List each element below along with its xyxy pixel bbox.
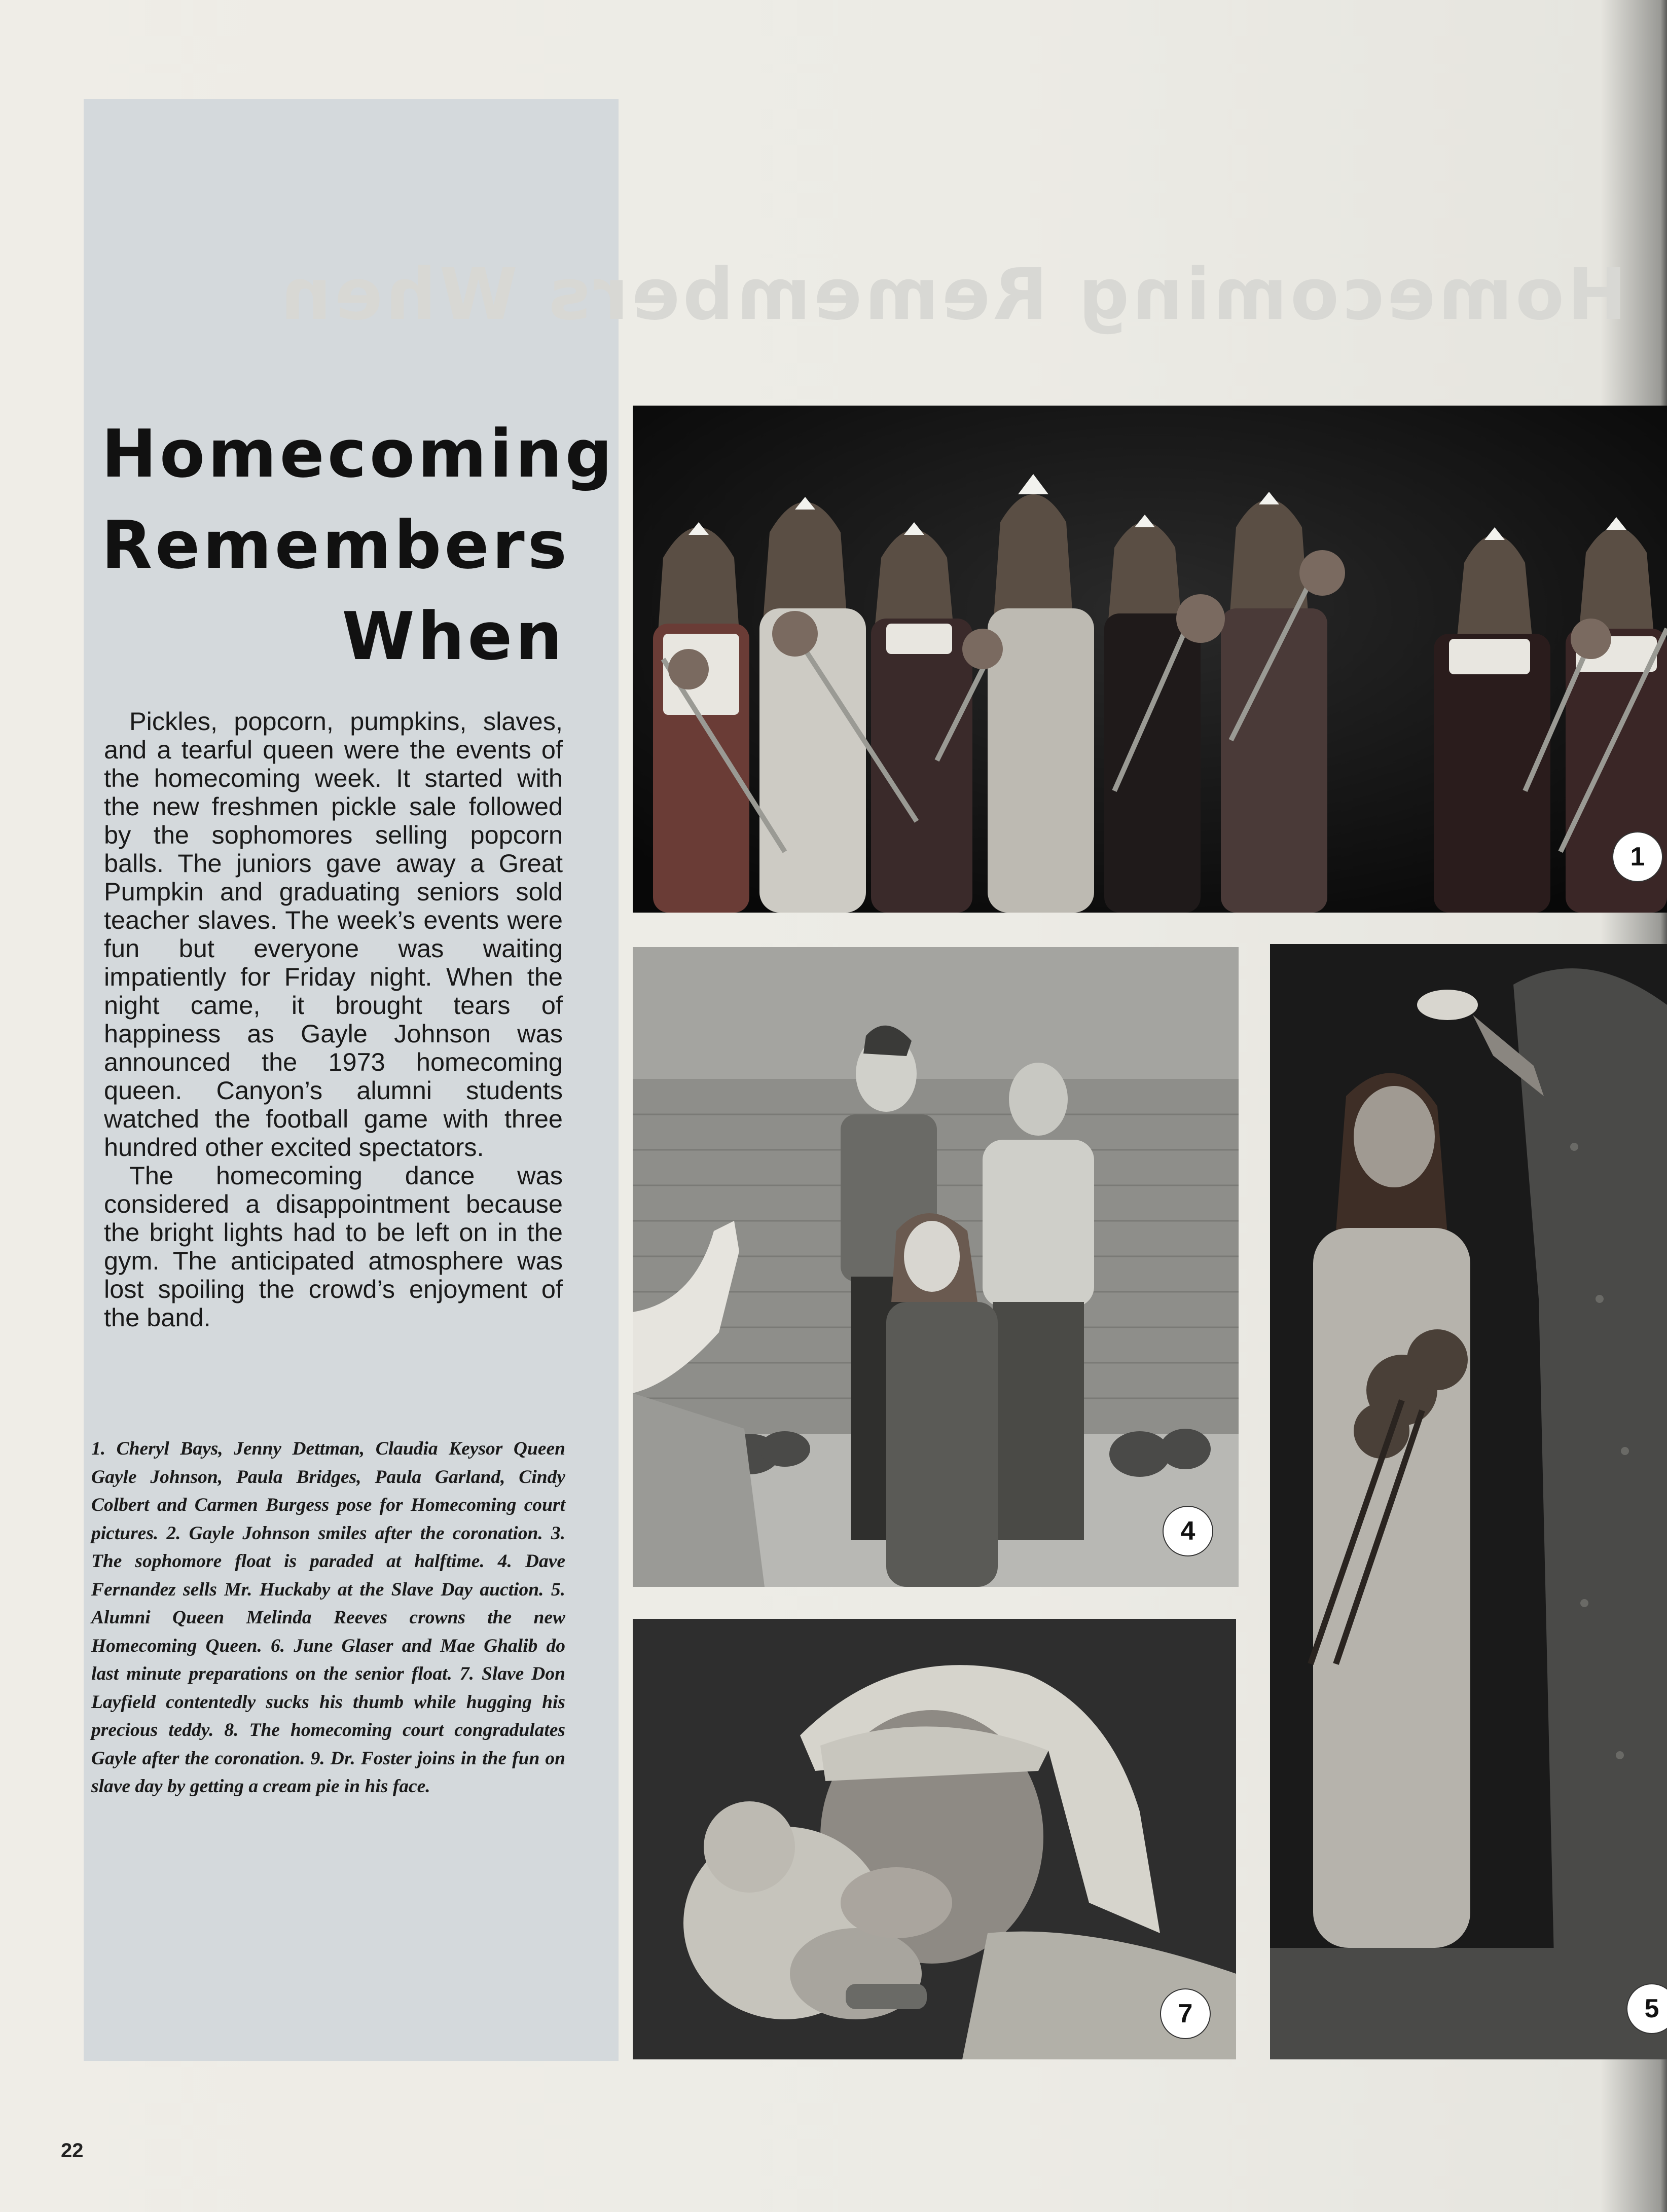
- crowning-photo-illustration: [1270, 944, 1667, 2059]
- page-number: 22: [61, 2140, 84, 2162]
- title-line-3: When: [342, 598, 565, 675]
- photo-number-badge: 1: [1612, 831, 1663, 882]
- photo-slave-with-teddy: [633, 1619, 1236, 2059]
- teddy-photo-illustration: [633, 1619, 1236, 2059]
- photo-number-badge: 4: [1163, 1506, 1213, 1556]
- photo-crowning: [1270, 944, 1667, 2059]
- title-line-1: Homecoming: [101, 415, 615, 492]
- photo-homecoming-court: [633, 406, 1667, 913]
- title-line-2: Remembers: [101, 506, 570, 584]
- court-photo-illustration: [633, 406, 1667, 913]
- photo-slave-day-auction: [633, 947, 1239, 1587]
- photo-number-badge: 7: [1160, 1988, 1211, 2039]
- article-title: [101, 408, 615, 682]
- article-body: [104, 707, 563, 1332]
- article-paragraph: The homecoming dance was considered a disappointment because the bright lights had to be left on in the gym. The anticipated atmosphere was lost spoiling the crowd’s enjoyment of the band.: [104, 1161, 563, 1332]
- photo-number-badge: 5: [1626, 1983, 1667, 2034]
- bleed-through-text: Homecoming Remembers When: [277, 253, 1626, 336]
- photo-captions: 1. Cheryl Bays, Jenny Dettman, Claudia Keysor Queen Gayle Johnson, Paula Bridges, Paula Garland, Cindy Colbert and Carmen Burgess pose for Homecoming court pictures. 2. Gayle Johnson smiles after the coronation. 3. The sophomore float is paraded at halftime. 4. Dave Fernandez sells Mr. Huckaby at the Slave Day auction. 5. Alumni Queen Melinda Reeves crowns the new Homecoming Queen. 6. June Glaser and Mae Ghalib do last minute preparations on the senior float. 7. Slave Don Layfield contentedly sucks his thumb while hugging his precious teddy. 8. The homecoming court congradulates Gayle after the coronation. 9. Dr. Foster joins in the fun on slave day by getting a cream pie in his face.: [91, 1438, 565, 1797]
- auction-photo-illustration: [633, 947, 1239, 1587]
- article-paragraph: Pickles, popcorn, pumpkins, slaves, and a tearful queen were the events of the homecoming week. It started with the new freshmen pickle sale followed by the sophomores selling popcorn balls. The juniors gave away a Great Pumpkin and graduating seniors sold teacher slaves. The week’s events were fun but everyone was waiting impatiently for Friday night. When the night came, it brought tears of happiness as Gayle Johnson was announced the 1973 homecoming queen. Canyon’s alumni students watched the football game with three hundred other excited spectators.: [104, 707, 563, 1162]
